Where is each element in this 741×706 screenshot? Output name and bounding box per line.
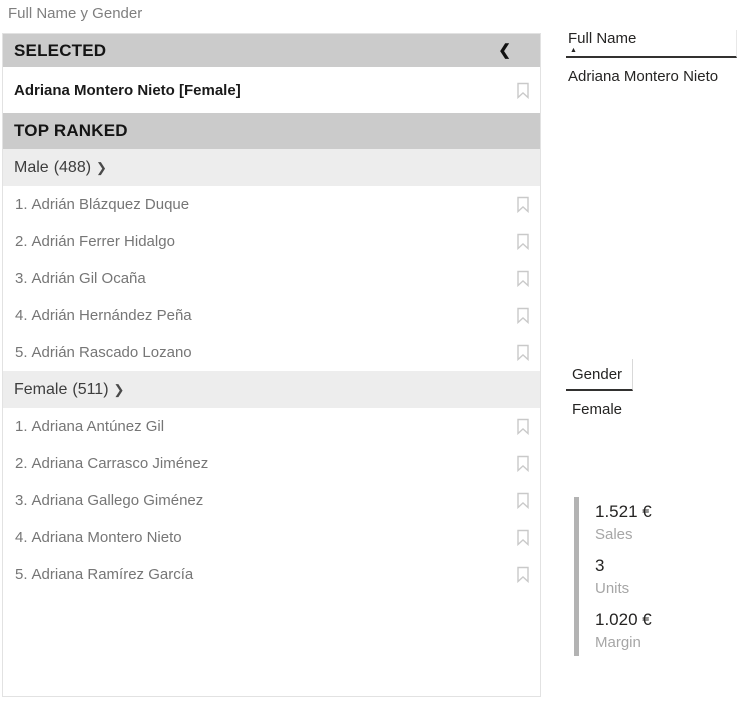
- full-name-header-label: Full Name: [568, 30, 637, 47]
- group-row-male[interactable]: [3, 149, 540, 186]
- item-name: Adrián Blázquez Duque: [31, 196, 190, 213]
- item-name: Adriana Ramírez García: [31, 566, 194, 583]
- full-name-column-header[interactable]: [566, 30, 737, 58]
- kpi-units: [595, 556, 652, 598]
- item-rank: 2.: [15, 455, 28, 472]
- chevron-right-icon: ❯: [96, 159, 107, 175]
- item-name: Adrián Rascado Lozano: [31, 344, 192, 361]
- list-item[interactable]: [3, 408, 540, 445]
- list-item[interactable]: [3, 556, 540, 593]
- kpi-units-label: Units: [595, 580, 630, 597]
- group-name: Female: [14, 380, 68, 398]
- full-name-table: [566, 30, 737, 85]
- item-rank: 3.: [15, 492, 28, 509]
- bookmark-icon[interactable]: [516, 566, 530, 583]
- item-rank: 1.: [15, 196, 28, 213]
- list-item[interactable]: [3, 186, 540, 223]
- kpi-margin-value: 1.020 €: [595, 610, 652, 629]
- bookmark-icon[interactable]: [516, 455, 530, 472]
- collapse-chevron-icon[interactable]: ❮: [498, 42, 511, 59]
- group-name: Male: [14, 158, 49, 176]
- item-rank: 2.: [15, 233, 28, 250]
- group-count: (511): [72, 380, 109, 398]
- item-rank: 4.: [15, 307, 28, 324]
- item-name: Adriana Gallego Giménez: [31, 492, 204, 509]
- bookmark-icon[interactable]: [516, 492, 530, 509]
- item-name: Adriana Carrasco Jiménez: [31, 455, 209, 472]
- list-item[interactable]: [3, 297, 540, 334]
- item-name: Adrián Gil Ocaña: [31, 270, 146, 287]
- bookmark-icon[interactable]: [516, 270, 530, 287]
- selected-header-label: SELECTED: [14, 40, 107, 60]
- top-ranked-section-header: [3, 113, 540, 149]
- gender-cell-value: Female: [572, 401, 623, 418]
- top-ranked-slicer-panel: [2, 33, 541, 697]
- item-rank: 4.: [15, 529, 28, 546]
- item-rank: 1.: [15, 418, 28, 435]
- item-name: Adrián Ferrer Hidalgo: [31, 233, 175, 250]
- kpi-sales: [595, 502, 652, 544]
- list-item[interactable]: [3, 482, 540, 519]
- selected-section-header: [3, 34, 540, 67]
- list-item[interactable]: [3, 223, 540, 260]
- bookmark-icon[interactable]: [516, 82, 530, 99]
- chevron-right-icon: ❯: [113, 381, 125, 397]
- selected-item-label: Adriana Montero Nieto [Female]: [14, 81, 241, 99]
- top-ranked-header-label: TOP RANKED: [14, 121, 128, 140]
- gender-column-header[interactable]: Gender: [566, 359, 633, 391]
- selected-item-row[interactable]: [3, 67, 540, 113]
- list-item[interactable]: [3, 519, 540, 556]
- item-rank: 5.: [15, 566, 28, 583]
- kpi-margin-label: Margin: [595, 634, 641, 651]
- item-rank: 5.: [15, 344, 28, 361]
- page-title: Full Name y Gender: [8, 5, 143, 22]
- item-name: Adrián Hernández Peña: [31, 307, 192, 324]
- bookmark-icon[interactable]: [516, 196, 530, 213]
- bookmark-icon[interactable]: [516, 529, 530, 546]
- kpi-card: [574, 497, 652, 656]
- bookmark-icon[interactable]: [516, 418, 530, 435]
- full-name-cell-value: Adriana Montero Nieto: [568, 68, 719, 85]
- group-count: (488): [53, 158, 92, 176]
- list-item[interactable]: [3, 334, 540, 371]
- kpi-units-value: 3: [595, 556, 605, 575]
- sort-ascending-icon: ▲: [570, 47, 577, 54]
- item-name: Adriana Antúnez Gil: [31, 418, 165, 435]
- bookmark-icon[interactable]: [516, 307, 530, 324]
- kpi-sales-label: Sales: [595, 526, 633, 543]
- group-row-female[interactable]: [3, 371, 540, 408]
- item-rank: 3.: [15, 270, 28, 287]
- bookmark-icon[interactable]: [516, 233, 530, 250]
- list-item[interactable]: [3, 260, 540, 297]
- item-name: Adriana Montero Nieto: [31, 529, 182, 546]
- list-item[interactable]: [3, 445, 540, 482]
- kpi-margin: [595, 610, 652, 652]
- gender-table: [566, 359, 633, 418]
- bookmark-icon[interactable]: [516, 344, 530, 361]
- kpi-sales-value: 1.521 €: [595, 502, 652, 521]
